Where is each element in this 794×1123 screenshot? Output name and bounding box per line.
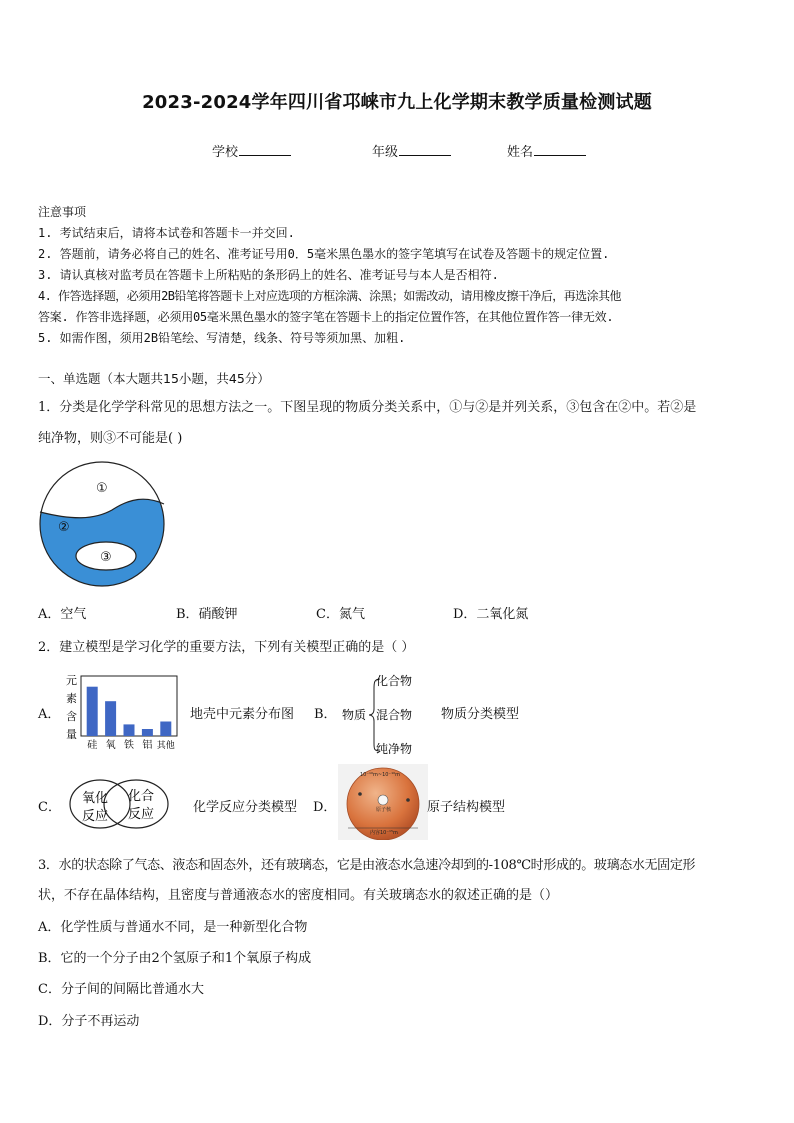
chart-bar-铁 xyxy=(124,724,135,736)
grade-blank[interactable] xyxy=(399,143,451,156)
chart-bar-氧 xyxy=(105,701,116,736)
school-field[interactable] xyxy=(212,141,291,160)
chart-ylabel-char: 素 xyxy=(66,692,77,705)
tree-root: 物质 xyxy=(342,708,367,722)
atom-nucleus-label: 原子核 xyxy=(376,807,392,813)
q3-stem-line2: 状，不存在晶体结构，且密度与普通液态水的密度相同。有关玻璃态水的叙述正确的是（） xyxy=(38,888,559,903)
chart-bar-其他 xyxy=(160,722,171,737)
q2-element-distribution-chart xyxy=(62,672,182,752)
grade-label: 年级 xyxy=(372,145,399,160)
chart-bar-硅 xyxy=(87,687,98,736)
diagram-label-2: ② xyxy=(58,520,70,535)
q2-option-d-caption: 原子结构模型 xyxy=(427,800,506,815)
electron-dot xyxy=(358,792,362,796)
school-label: 学校 xyxy=(212,145,239,160)
notice-item: 答案. 作答非选择题，必须用05毫米黑色墨水的签字笔在答题卡上的指定位置作答，在其他位置作答一律无效. xyxy=(38,310,614,324)
q2-option-d-label[interactable]: D． xyxy=(313,800,337,815)
notice-item: 3. 请认真核对监考员在答题卡上所粘贴的条形码上的姓名、准考证号与本人是否相符. xyxy=(38,268,499,282)
q2-reaction-classification-venn xyxy=(66,776,170,832)
q2-option-a-caption: 地壳中元素分布图 xyxy=(190,707,295,722)
q1-stem-line1: 1．分类是化学学科常见的思想方法之一。下图呈现的物质分类关系中，①与②是并列关系，③包含在②中。若②是 xyxy=(38,400,697,415)
q2-stem: 2．建立模型是学习化学的重要方法，下列有关模型正确的是（ ） xyxy=(38,640,415,655)
q1-option-a[interactable]: A．空气 xyxy=(38,607,87,622)
q1-option-c[interactable]: C．氮气 xyxy=(316,607,365,622)
tree-branch: 纯净物 xyxy=(376,742,413,756)
q2-option-b-label[interactable]: B． xyxy=(314,707,337,722)
tree-branch: 混合物 xyxy=(376,708,413,722)
venn-right-text: 化合 xyxy=(128,789,155,804)
atom-top-note: 10⁻¹⁰m~10⁻¹⁰m xyxy=(360,772,400,778)
tree-branch: 化合物 xyxy=(376,674,413,688)
venn-left-text: 反应 xyxy=(82,809,109,824)
chart-tick-label: 硅 xyxy=(87,740,98,751)
notice-item: 5. 如需作图，须用2B铅笔绘、写清楚，线条、符号等须加黑、加粗. xyxy=(38,331,406,345)
atom-bottom-note: 内容10⁻¹⁵m xyxy=(370,830,398,836)
q1-classification-diagram xyxy=(38,460,170,590)
notice-item: 2. 答题前，请务必将自己的姓名、准考证号用0．5毫米黑色墨水的签字笔填写在试卷及答题卡的规定位置. xyxy=(38,247,610,261)
q3-option-a[interactable]: A．化学性质与普通水不同，是一种新型化合物 xyxy=(38,920,308,935)
chart-ylabel-char: 元 xyxy=(66,674,77,687)
q2-substance-classification-tree xyxy=(340,671,432,759)
q3-option-b[interactable]: B．它的一个分子由2个氢原子和1个氧原子构成 xyxy=(38,951,312,966)
chart-ylabel-char: 含 xyxy=(66,710,77,723)
electron-dot xyxy=(406,798,410,802)
q3-option-d[interactable]: D．分子不再运动 xyxy=(38,1014,140,1029)
chart-tick-label: 氧 xyxy=(105,740,116,751)
q2-option-b-caption: 物质分类模型 xyxy=(441,707,520,722)
grade-field[interactable] xyxy=(372,141,451,160)
venn-left-text: 氧化 xyxy=(82,791,109,806)
chart-tick-label: 铝 xyxy=(142,740,153,751)
page-title: 2023-2024学年四川省邛崃市九上化学期末教学质量检测试题 xyxy=(142,92,652,113)
q2-option-c-label[interactable]: C． xyxy=(38,800,61,815)
name-blank[interactable] xyxy=(534,143,586,156)
atom-nucleus xyxy=(378,795,388,805)
q1-option-b[interactable]: B．硝酸钾 xyxy=(176,607,238,622)
q2-atom-structure-image xyxy=(338,764,428,840)
chart-tick-label: 其他 xyxy=(156,741,175,751)
notice-heading: 注意事项 xyxy=(38,205,87,219)
q2-option-a-label[interactable]: A． xyxy=(38,707,61,722)
school-blank[interactable] xyxy=(239,143,291,156)
q3-option-c[interactable]: C．分子间的间隔比普通水大 xyxy=(38,982,204,997)
diagram-label-1: ① xyxy=(96,481,108,496)
chart-tick-label: 铁 xyxy=(124,740,134,751)
diagram-label-3: ③ xyxy=(100,550,112,565)
name-label: 姓名 xyxy=(507,145,534,160)
q2-option-c-caption: 化学反应分类模型 xyxy=(193,800,298,815)
q1-option-d[interactable]: D．二氧化氮 xyxy=(453,607,529,622)
chart-bar-铝 xyxy=(142,729,153,736)
chart-ylabel-char: 量 xyxy=(66,728,77,741)
notice-item: 1. 考试结束后，请将本试卷和答题卡一并交回. xyxy=(38,226,295,240)
q1-stem-line2: 纯净物，则③不可能是( ) xyxy=(38,431,183,446)
q3-stem-line1: 3．水的状态除了气态、液态和固态外，还有玻璃态，它是由液态水急速冷却到的-108℃时形成的。玻璃态水无固定形 xyxy=(38,858,696,873)
section-heading: 一、单选题（本大题共15小题，共45分） xyxy=(38,371,270,386)
name-field[interactable] xyxy=(507,141,586,160)
notice-item: 4. 作答选择题，必须用2B铅笔将答题卡上对应选项的方框涂满、涂黑；如需改动，请用橡皮擦干净后，再选涂其他 xyxy=(38,289,621,303)
venn-right-text: 反应 xyxy=(128,807,155,822)
